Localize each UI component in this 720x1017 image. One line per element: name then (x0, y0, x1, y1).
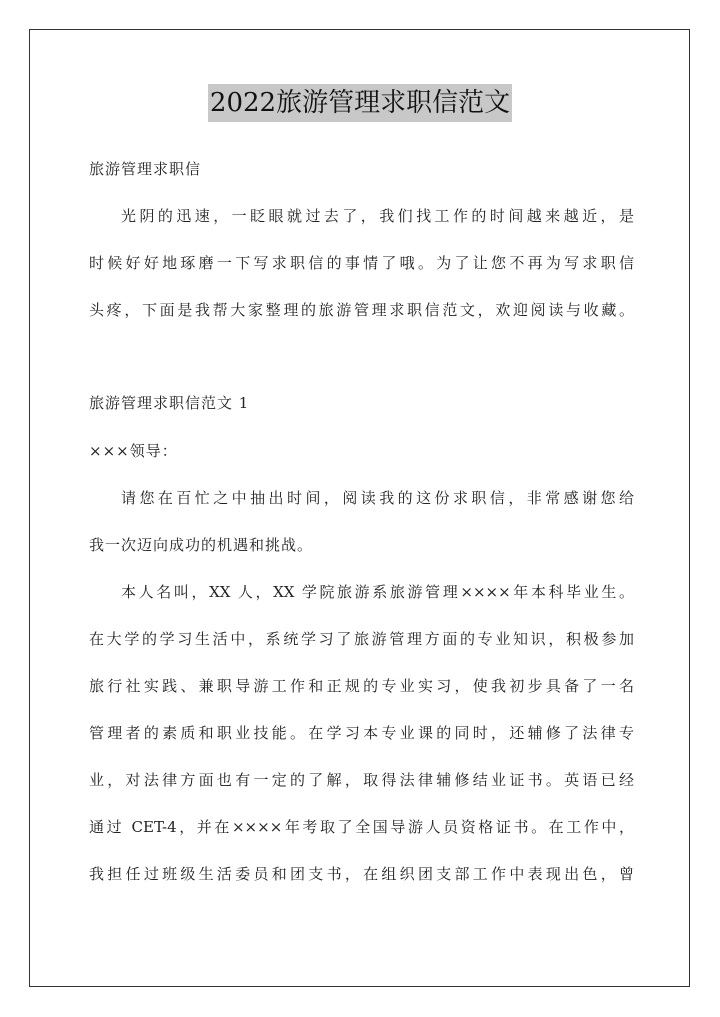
section-heading: 旅游管理求职信 (89, 160, 202, 178)
paragraph-line: 请您在百忙之中抽出时间，阅读我的这份求职信，非常感谢您给 (121, 489, 634, 507)
paragraph-line: 光阴的迅速，一眨眼就过去了，我们找工作的时间越来越近，是 (121, 207, 634, 225)
paragraph-line: 管理者的素质和职业技能。在学习本专业课的同时，还辅修了法律专 (89, 724, 634, 742)
paragraph-line: 本人名叫，XX 人，XX 学院旅游系旅游管理××××年本科毕业生。 (121, 583, 634, 601)
paragraph-line: 头疼，下面是我帮大家整理的旅游管理求职信范文，欢迎阅读与收藏。 (89, 301, 634, 319)
paragraph-line: 我担任过班级生活委员和团支书，在组织团支部工作中表现出色，曾 (89, 865, 634, 883)
salutation: ×××领导： (89, 442, 178, 460)
paragraph-line: 时候好好地琢磨一下写求职信的事情了哦。为了让您不再为写求职信 (89, 254, 634, 272)
paragraph-line: 通过 CET-4，并在××××年考取了全国导游人员资格证书。在工作中， (89, 818, 634, 836)
paragraph-line: 业，对法律方面也有一定的了解，取得法律辅修结业证书。英语已经 (89, 771, 634, 789)
paragraph-line: 在大学的学习生活中，系统学习了旅游管理方面的专业知识，积极参加 (89, 630, 634, 648)
section-heading: 旅游管理求职信范文 1 (89, 394, 250, 412)
title-container (0, 84, 720, 122)
paragraph-line: 我一次迈向成功的机遇和挑战。 (89, 536, 314, 554)
document-title: 2022旅游管理求职信范文 (208, 84, 512, 122)
paragraph-line: 旅行社实践、兼职导游工作和正规的专业实习，使我初步具备了一名 (89, 677, 634, 695)
